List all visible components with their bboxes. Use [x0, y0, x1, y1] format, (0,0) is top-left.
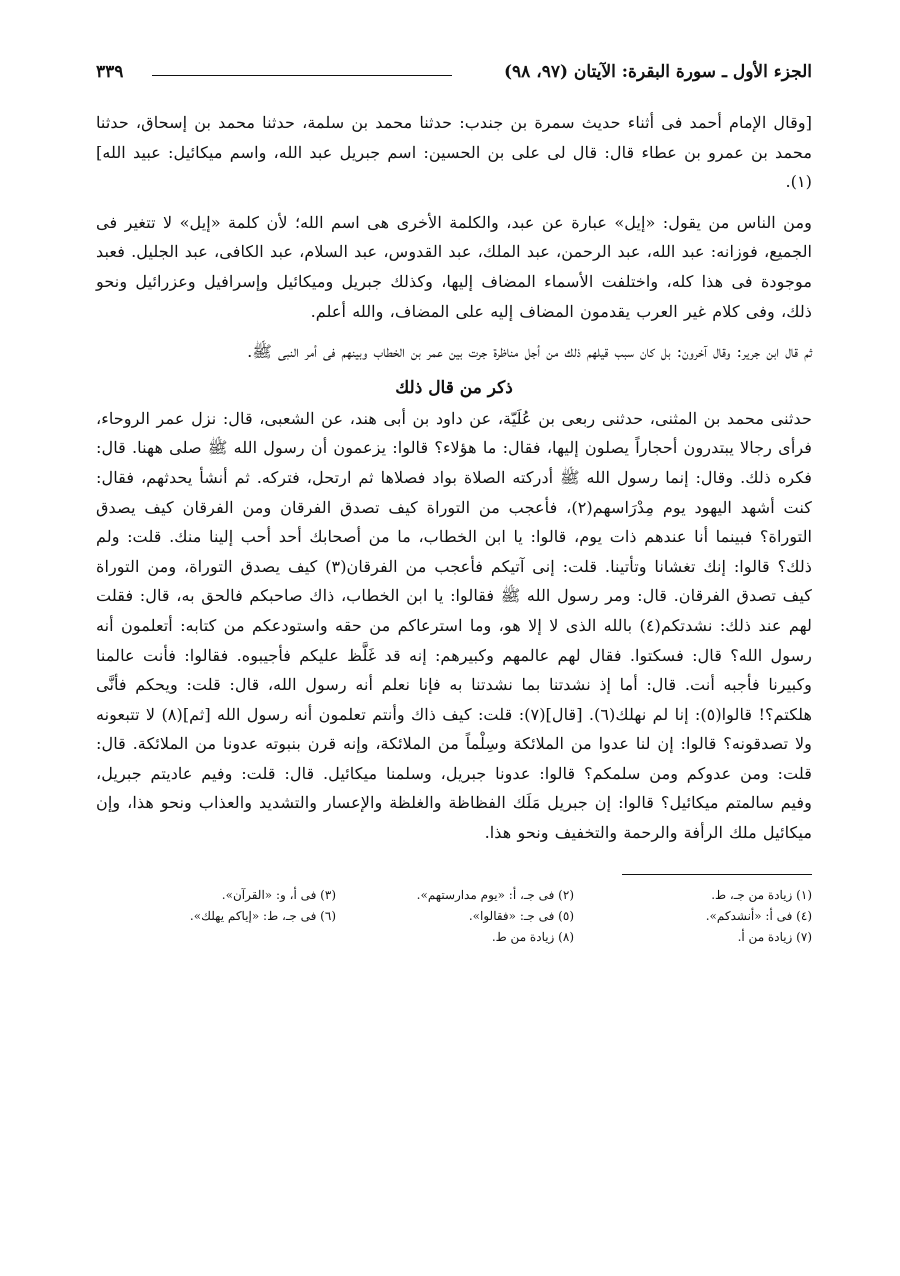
paragraph-il-meaning: ومن الناس من يقول: «إيل» عبارة عن عبد، والكلمة الأخرى هى اسم الله؛ لأن كلمة «إيل» لا تتغير فى الجميع، فوزانه: عبد الله، عبد الرحمن، عبد الملك، عبد القدوس، عبد السلام، عبد الكافى، عبد الجليل. فعبد موجودة فى هذا كله، واختلفت الأسماء المضاف إليها، وكذلك جبريل وميكائيل وإسرافيل وعزرائيل ونحو ذلك، وفى كلام غير العرب يقدمون المضاف إليه على المضاف، والله أعلم. — [96, 212, 812, 321]
paragraph-umar-narration: حدثنى محمد بن المثنى، حدثنى ربعى بن عُلَيّة، عن داود بن أبى هند، عن الشعبى، قال: نزل عمر الروحاء، فرأى رجالا يبتدرون أحجاراً يصلون إليها، فقال: ما هؤلاء؟ قالوا: يزعمون أن رسول الله ﷺ صلى ههنا. قال: فكره ذلك. وقال: إنما رسول الله ﷺ أدركته الصلاة بواد فصلاها ثم ارتحل، فتركه. ثم أنشأ يحدثهم، فقال: كنت أشهد اليهود يوم مِدْرَاسهم(٢)، فأعجب من التوراة كيف تصدق الفرقان ومن الفرقان كيف يصدق التوراة؟ فبينما أنا عندهم ذات يوم، قالوا: يا ابن الخطاب، ما من أصحابك أحد أحب إلينا منك. قلت: ولم ذلك؟ قالوا: إنك تغشانا وتأتينا. قلت: إنى آتيكم فأعجب من الفرقان(٣) كيف يصدق التوراة، ومن التوراة كيف تصدق الفرقان. قال: ومر رسول الله ﷺ فقالوا: يا ابن الخطاب، ذاك صاحبكم فالحق به، قال: فقلت لهم عند ذلك: نشدتكم(٤) بالله الذى لا إلا هو، وما استرعاكم من حقه واستودعكم من كتابه: أتعلمون أنه رسول الله؟ قال: فسكتوا. فقال لهم عالمهم وكبيرهم: إنه قد غَلَّظ عليكم فأجيبوه. فقالوا: فأنت عالمنا وكبيرنا فأجبه أنت. قال: أما إذ نشدتنا بما نشدتنا به فإنا نعلم أنه رسول الله، قال: قلت: ويحكم فأنَّى هلكتم؟! قالوا(٥): إنا لم نهلك(٦). [قال](٧): قلت: كيف ذاك وأنتم تعلمون أنه رسول الله [ثم](٨) لا تتبعونه ولا تصدقونه؟ قالوا: إن لنا عدوا من الملائكة وسِلْماً من الملائكة، وإنه قرن بنبوته عدونا من الملائكة. قال: قلت: ومن عدوكم ومن سلمكم؟ قالوا: عدونا جبريل، وسلمنا ميكائيل. قال: قلت: وفيم عاديتم جبريل، وفيم سالمتم ميكائيل؟ قالوا: إن جبريل مَلَك الفظاظة والغلظة والإعسار والتشديد والعذاب ونحو هذا، وإن ميكائيل ملك الرأفة والرحمة والتخفيف ونحو هذا. — [96, 408, 813, 843]
footnote-5: (٥) فى جـ: «فقالوا». — [468, 908, 574, 923]
body-text — [96, 108, 812, 848]
section-heading: ذكر من قال ذلك — [395, 377, 513, 398]
footnote-8: (٨) زيادة من ط. — [491, 929, 574, 944]
running-title: الجزء الأول ـ سورة البقرة: الآيتان (٩٧، ٩٨) — [503, 62, 812, 82]
running-header — [96, 60, 812, 94]
footnotes — [96, 885, 812, 948]
footnote-3: (٣) فى أ، و: «القرآن». — [221, 887, 336, 902]
paragraph-ibn-jarir: ثم قال ابن جرير: وقال آخرون: بل كان سبب قيلهم ذلك من أجل مناظرة جرت بين عمر بن الخطاب وبينهم فى أمر النبى ﷺ. — [247, 342, 812, 362]
page-number: ٣٣٩ — [96, 62, 124, 82]
footnote-row — [96, 885, 812, 906]
footnotes-rule — [622, 874, 812, 875]
footnote-2: (٢) فى جـ، أ: «يوم مدارستهم». — [416, 887, 574, 902]
footnote-row — [96, 927, 812, 948]
header-rule — [152, 75, 452, 76]
paragraph-ahmad-narration: [وقال الإمام أحمد فى أثناء حديث سمرة بن جندب: حدثنا محمد بن سلمة، حدثنا محمد بن إسحاق، حدثنا محمد بن عمرو بن عطاء قال: قال لى على بن الحسين: اسم جبريل عبد الله، واسم ميكائيل: عبيد الله](١). — [96, 113, 812, 192]
footnote-4: (٤) فى أ: «أنشدكم». — [705, 908, 812, 923]
page — [96, 60, 812, 1240]
footnote-row — [96, 906, 812, 927]
footnote-1: (١) زيادة من جـ، ط. — [711, 887, 812, 902]
footnote-7: (٧) زيادة من أ. — [737, 929, 812, 944]
footnote-6: (٦) فى جـ، ط: «إياكم يهلك». — [189, 908, 336, 923]
